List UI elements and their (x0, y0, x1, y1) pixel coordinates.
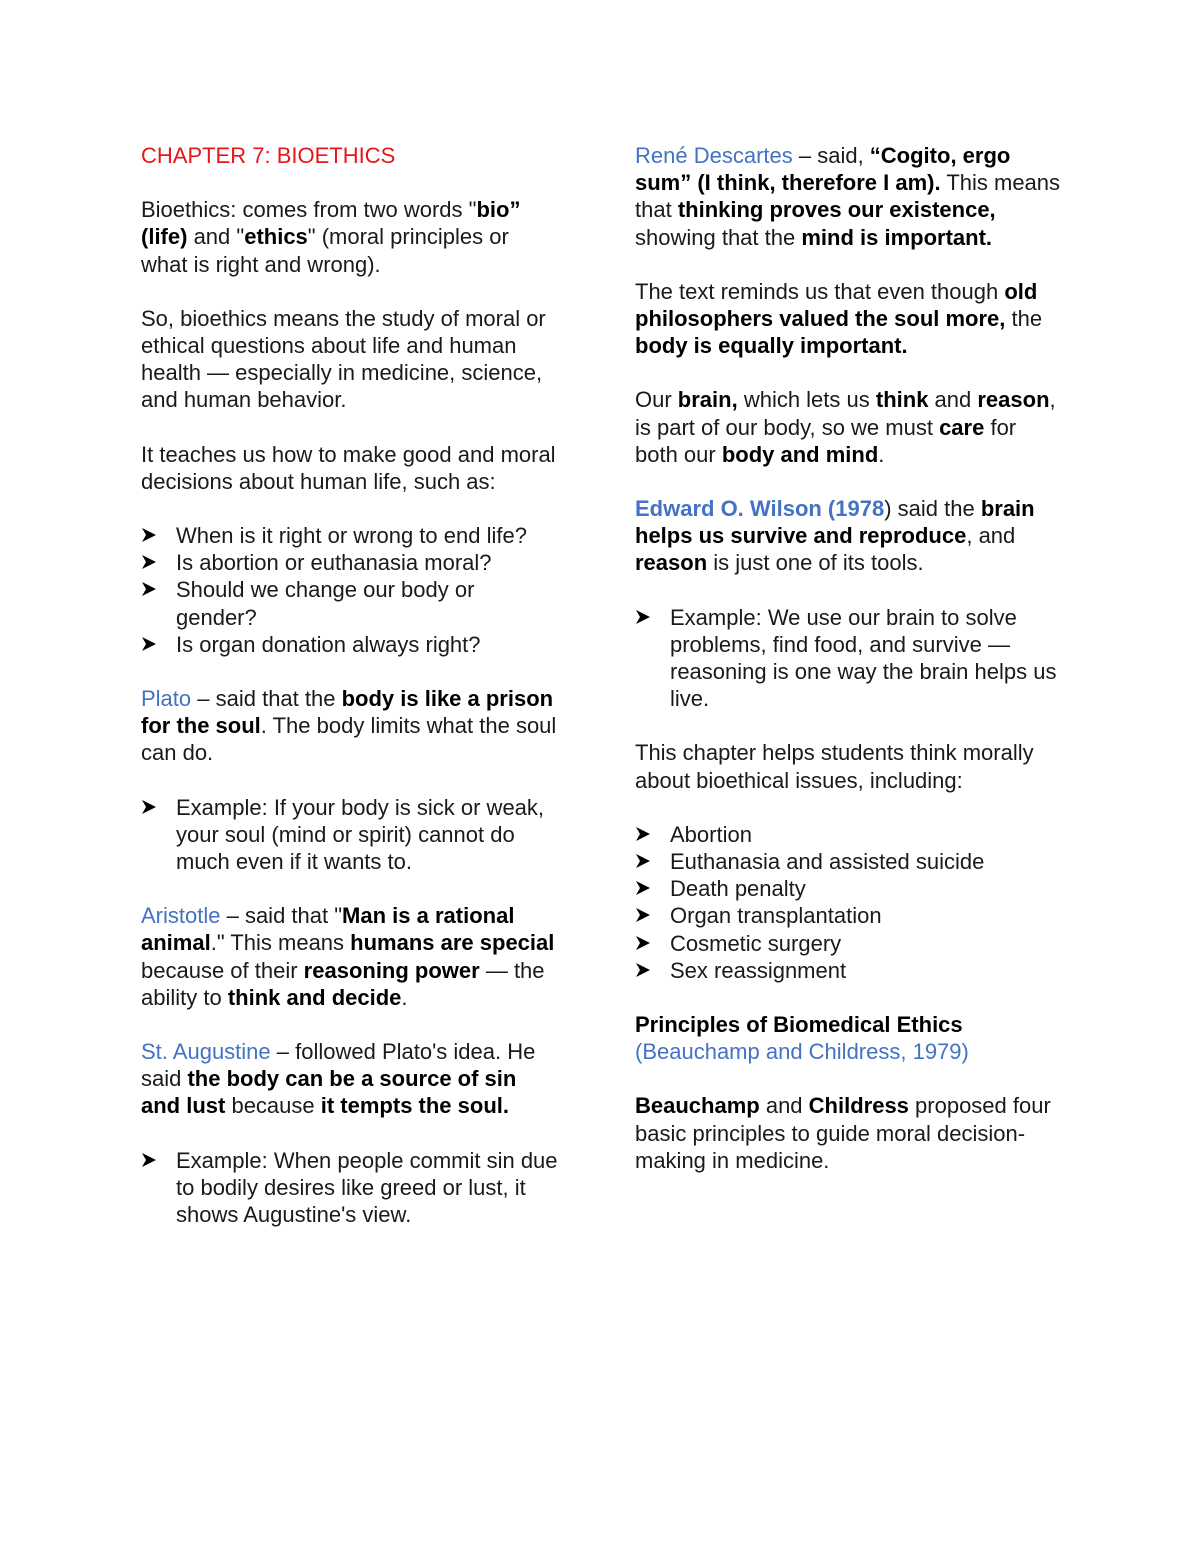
aristotle-bold: humans are special (350, 930, 555, 956)
augustine-text: because (225, 1093, 321, 1119)
arrow-bullet-icon (635, 930, 655, 957)
reminder-text: the (1005, 306, 1043, 332)
arrow-bullet-icon (141, 549, 161, 576)
wilson-example-list (635, 604, 1065, 713)
list-item (635, 902, 1065, 929)
list-item-text: Organ transplantation (670, 903, 882, 929)
arrow-bullet-icon (141, 576, 161, 603)
issues-list (635, 821, 1065, 984)
aristotle-text: – said that " (220, 903, 343, 929)
list-item-text: Euthanasia and assisted suicide (670, 849, 985, 875)
brain-text: for both our (635, 414, 1017, 467)
reminder-text: The text reminds us that even though (635, 278, 1005, 304)
list-item-text: Cosmetic surgery (670, 930, 842, 956)
plato-text: . The body limits what the soul can do. (141, 713, 557, 766)
list-item-text: When is it right or wrong to end life? (176, 523, 527, 549)
augustine-text: – followed Plato's idea. He said (141, 1039, 536, 1092)
bioethics-teaches: It teaches us how to make good and moral decisions about human life, such as: (141, 441, 556, 494)
list-item-text: Example: We use our brain to solve problems, find food, and survive — reasoning is one way the brain helps us live. (670, 604, 1057, 712)
aristotle-text: because of their (141, 957, 304, 983)
reminder-paragraph (635, 278, 1065, 360)
definition-text: " (moral principles or what is right and wrong). (141, 224, 509, 277)
aristotle-bold: think and decide (227, 984, 402, 1010)
chapter-title: CHAPTER 7: BIOETHICS (141, 143, 396, 168)
aristotle-text: — the ability to (141, 957, 545, 1010)
arrow-bullet-icon (635, 902, 655, 929)
arrow-bullet-icon (141, 631, 161, 658)
plato-text: – said that the (191, 686, 342, 712)
brain-text: Our (635, 387, 678, 413)
list-item-text: Example: If your body is sick or weak, your soul (mind or spirit) cannot do much even if it wants to. (176, 794, 545, 875)
augustine-paragraph (141, 1038, 561, 1120)
philosopher-name: René Descartes (635, 143, 793, 168)
list-item (635, 821, 1065, 848)
list-item (141, 576, 561, 630)
list-item (635, 848, 1065, 875)
principles-reference: (Beauchamp and Childress, 1979) (635, 1039, 969, 1065)
left-column (141, 142, 561, 1255)
principles-heading: Principles of Biomedical Ethics (635, 1012, 963, 1038)
list-item (141, 1147, 561, 1229)
list-item-text: Example: When people commit sin due to bodily desires like greed or lust, it shows Augustine's view. (176, 1147, 558, 1228)
list-item (635, 875, 1065, 902)
list-item-text: Is abortion or euthanasia moral? (176, 550, 492, 576)
augustine-bold: the body can be a source of sin and lust (141, 1066, 517, 1119)
arrow-bullet-icon (141, 522, 161, 549)
definition-bold: bio” (life) (141, 197, 521, 250)
principles-section (635, 1011, 1065, 1065)
list-item-text: Abortion (670, 821, 752, 847)
plato-bold: body is like a prison for the soul (141, 686, 554, 739)
list-item (141, 631, 561, 658)
list-item-text: Sex reassignment (670, 957, 847, 983)
aristotle-bold: reasoning power (303, 957, 480, 983)
brain-paragraph (635, 386, 1065, 468)
plato-example-list (141, 794, 561, 876)
aristotle-text: ." This means (210, 930, 351, 956)
arrow-bullet-icon (635, 875, 655, 902)
wilson-text: , and (966, 523, 1016, 549)
reminder-bold: body is equally important. (635, 333, 908, 359)
aristotle-text: . (401, 984, 408, 1010)
list-item (141, 549, 561, 576)
final-text: and (759, 1093, 809, 1119)
brain-text: . (878, 441, 885, 467)
list-item-text: Should we change our body or gender? (176, 577, 475, 630)
definition-text: Bioethics: comes from two words " (141, 197, 477, 223)
reminder-bold: old philosophers valued the soul more, (635, 278, 1038, 332)
philosopher-name: Plato (141, 686, 192, 712)
descartes-text: This means that (635, 170, 1061, 223)
final-bold: Beauchamp (635, 1093, 760, 1119)
brain-bold: reason (977, 387, 1050, 413)
descartes-text: showing that the (635, 224, 802, 250)
final-paragraph (635, 1092, 1065, 1174)
brain-text: and (928, 387, 978, 413)
list-item (635, 957, 1065, 984)
brain-text: , is part of our body, so we must (635, 387, 1056, 440)
arrow-bullet-icon (141, 794, 161, 821)
wilson-bold: brain helps us survive and reproduce (635, 496, 1035, 549)
brain-bold: think (875, 387, 929, 413)
list-item (141, 794, 561, 876)
brain-text: which lets us (737, 387, 876, 413)
aristotle-bold: Man is a rational animal (141, 903, 515, 956)
arrow-bullet-icon (635, 848, 655, 875)
philosopher-name: Edward O. Wilson (1978 (635, 496, 885, 522)
wilson-text: ) said the (884, 496, 981, 522)
descartes-bold: “Cogito, ergo sum” (I think, therefore I am). (635, 143, 1011, 196)
wilson-paragraph (635, 495, 1065, 577)
descartes-bold: mind is important. (801, 224, 993, 250)
definition-bold: ethics (244, 224, 308, 250)
question-list (141, 522, 561, 658)
list-item (141, 522, 561, 549)
final-text: proposed four basic principles to guide moral decision-making in medicine. (635, 1093, 1051, 1173)
list-item (635, 930, 1065, 957)
bioethics-meaning: So, bioethics means the study of moral or ethical questions about life and human health — especially in medicine, science, and human behavior. (141, 305, 546, 413)
list-item-text: Is organ donation always right? (176, 631, 481, 657)
arrow-bullet-icon (635, 957, 655, 984)
definition-text: and " (187, 224, 245, 250)
philosopher-name: Aristotle (141, 903, 221, 929)
augustine-bold: it tempts the soul. (320, 1093, 509, 1119)
descartes-text: – said, (792, 143, 870, 168)
bioethics-definition (141, 196, 561, 278)
descartes-bold: thinking proves our existence, (677, 197, 996, 223)
arrow-bullet-icon (635, 604, 655, 631)
plato-paragraph (141, 685, 561, 767)
aristotle-paragraph (141, 902, 561, 1011)
list-item-text: Death penalty (670, 876, 806, 902)
descartes-paragraph (635, 142, 1065, 251)
chapter-intro: This chapter helps students think morally about bioethical issues, including: (635, 740, 1034, 793)
brain-bold: care (939, 414, 985, 440)
philosopher-name: St. Augustine (141, 1039, 271, 1065)
right-column (635, 142, 1065, 1201)
list-item (635, 604, 1065, 713)
wilson-text: is just one of its tools. (707, 550, 924, 576)
wilson-bold: reason (635, 550, 708, 576)
arrow-bullet-icon (635, 821, 655, 848)
arrow-bullet-icon (141, 1147, 161, 1174)
brain-bold: brain, (677, 387, 738, 413)
augustine-example-list (141, 1147, 561, 1229)
brain-bold: body and mind (721, 441, 879, 467)
final-bold: Childress (808, 1093, 909, 1119)
